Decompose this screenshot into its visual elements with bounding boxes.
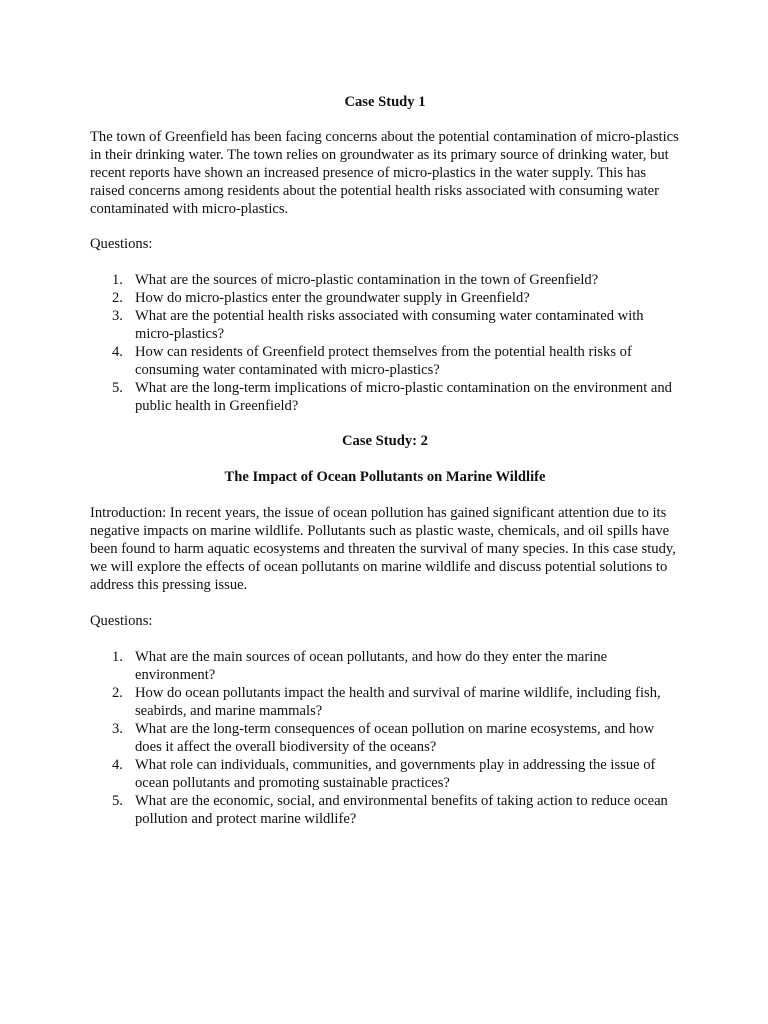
question-text: How can residents of Greenfield protect themselves from the potential health risks of consuming water contaminated with micro-plastics? <box>135 344 632 378</box>
case-study-2-intro: Introduction: In recent years, the issue of ocean pollution has gained significant attention due to its negative impacts on marine wildlife. Pollutants such as plastic waste, chemicals, and oil spills have been found to harm aquatic ecosystems and threaten the survival of many species. In this case study, we will explore the effects of ocean pollutants on marine wildlife and discuss potential solutions to address this pressing issue. <box>90 505 676 593</box>
question-text: How do ocean pollutants impact the health and survival of marine wildlife, including fish, seabirds, and marine mammals? <box>135 685 661 719</box>
question-number: 2. <box>112 290 123 306</box>
list-item <box>90 792 680 828</box>
list-item <box>90 343 680 379</box>
case-study-2-title: Case Study: 2 <box>342 433 428 449</box>
question-text: What are the potential health risks associated with consuming water contaminated with micro-plastics? <box>135 308 644 342</box>
question-number: 4. <box>112 757 123 773</box>
question-number: 1. <box>112 272 123 288</box>
document-page <box>90 93 680 828</box>
question-number: 3. <box>112 308 123 324</box>
question-text: How do micro-plastics enter the groundwater supply in Greenfield? <box>135 290 530 306</box>
list-item <box>90 271 680 289</box>
case-study-1-intro: The town of Greenfield has been facing concerns about the potential contamination of micro-plastics in their drinking water. The town relies on groundwater as its primary source of drinking water, but recent reports have shown an increased presence of micro-plastics in the water supply. This has raised concerns among residents about the potential health risks associated with consuming water contaminated with micro-plastics. <box>90 129 679 217</box>
question-number: 2. <box>112 685 123 701</box>
question-text: What are the long-term implications of micro-plastic contamination on the environment and public health in Greenfield? <box>135 380 672 414</box>
case-study-2-question-list <box>90 648 680 828</box>
list-item <box>90 684 680 720</box>
question-number: 1. <box>112 649 123 665</box>
list-item <box>90 648 680 684</box>
case-study-1-title: Case Study 1 <box>344 94 426 110</box>
list-item <box>90 289 680 307</box>
list-item <box>90 720 680 756</box>
list-item <box>90 307 680 343</box>
case-study-1-question-list <box>90 271 680 415</box>
question-number: 4. <box>112 344 123 360</box>
question-text: What are the sources of micro-plastic contamination in the town of Greenfield? <box>135 272 599 288</box>
question-text: What are the long-term consequences of ocean pollution on marine ecosystems, and how does it affect the overall biodiversity of the oceans? <box>135 721 655 755</box>
list-item <box>90 379 680 415</box>
question-number: 5. <box>112 380 123 396</box>
case-study-2-questions-label: Questions: <box>90 613 153 629</box>
question-text: What are the main sources of ocean pollutants, and how do they enter the marine environment? <box>135 649 608 683</box>
question-text: What role can individuals, communities, and governments play in addressing the issue of ocean pollutants and promoting sustainable practices? <box>135 757 656 791</box>
question-text: What are the economic, social, and environmental benefits of taking action to reduce ocean pollution and protect marine wildlife? <box>135 793 668 827</box>
list-item <box>90 756 680 792</box>
case-study-1-questions-label: Questions: <box>90 236 153 252</box>
question-number: 5. <box>112 793 123 809</box>
case-study-2-subtitle: The Impact of Ocean Pollutants on Marine Wildlife <box>224 469 546 485</box>
question-number: 3. <box>112 721 123 737</box>
